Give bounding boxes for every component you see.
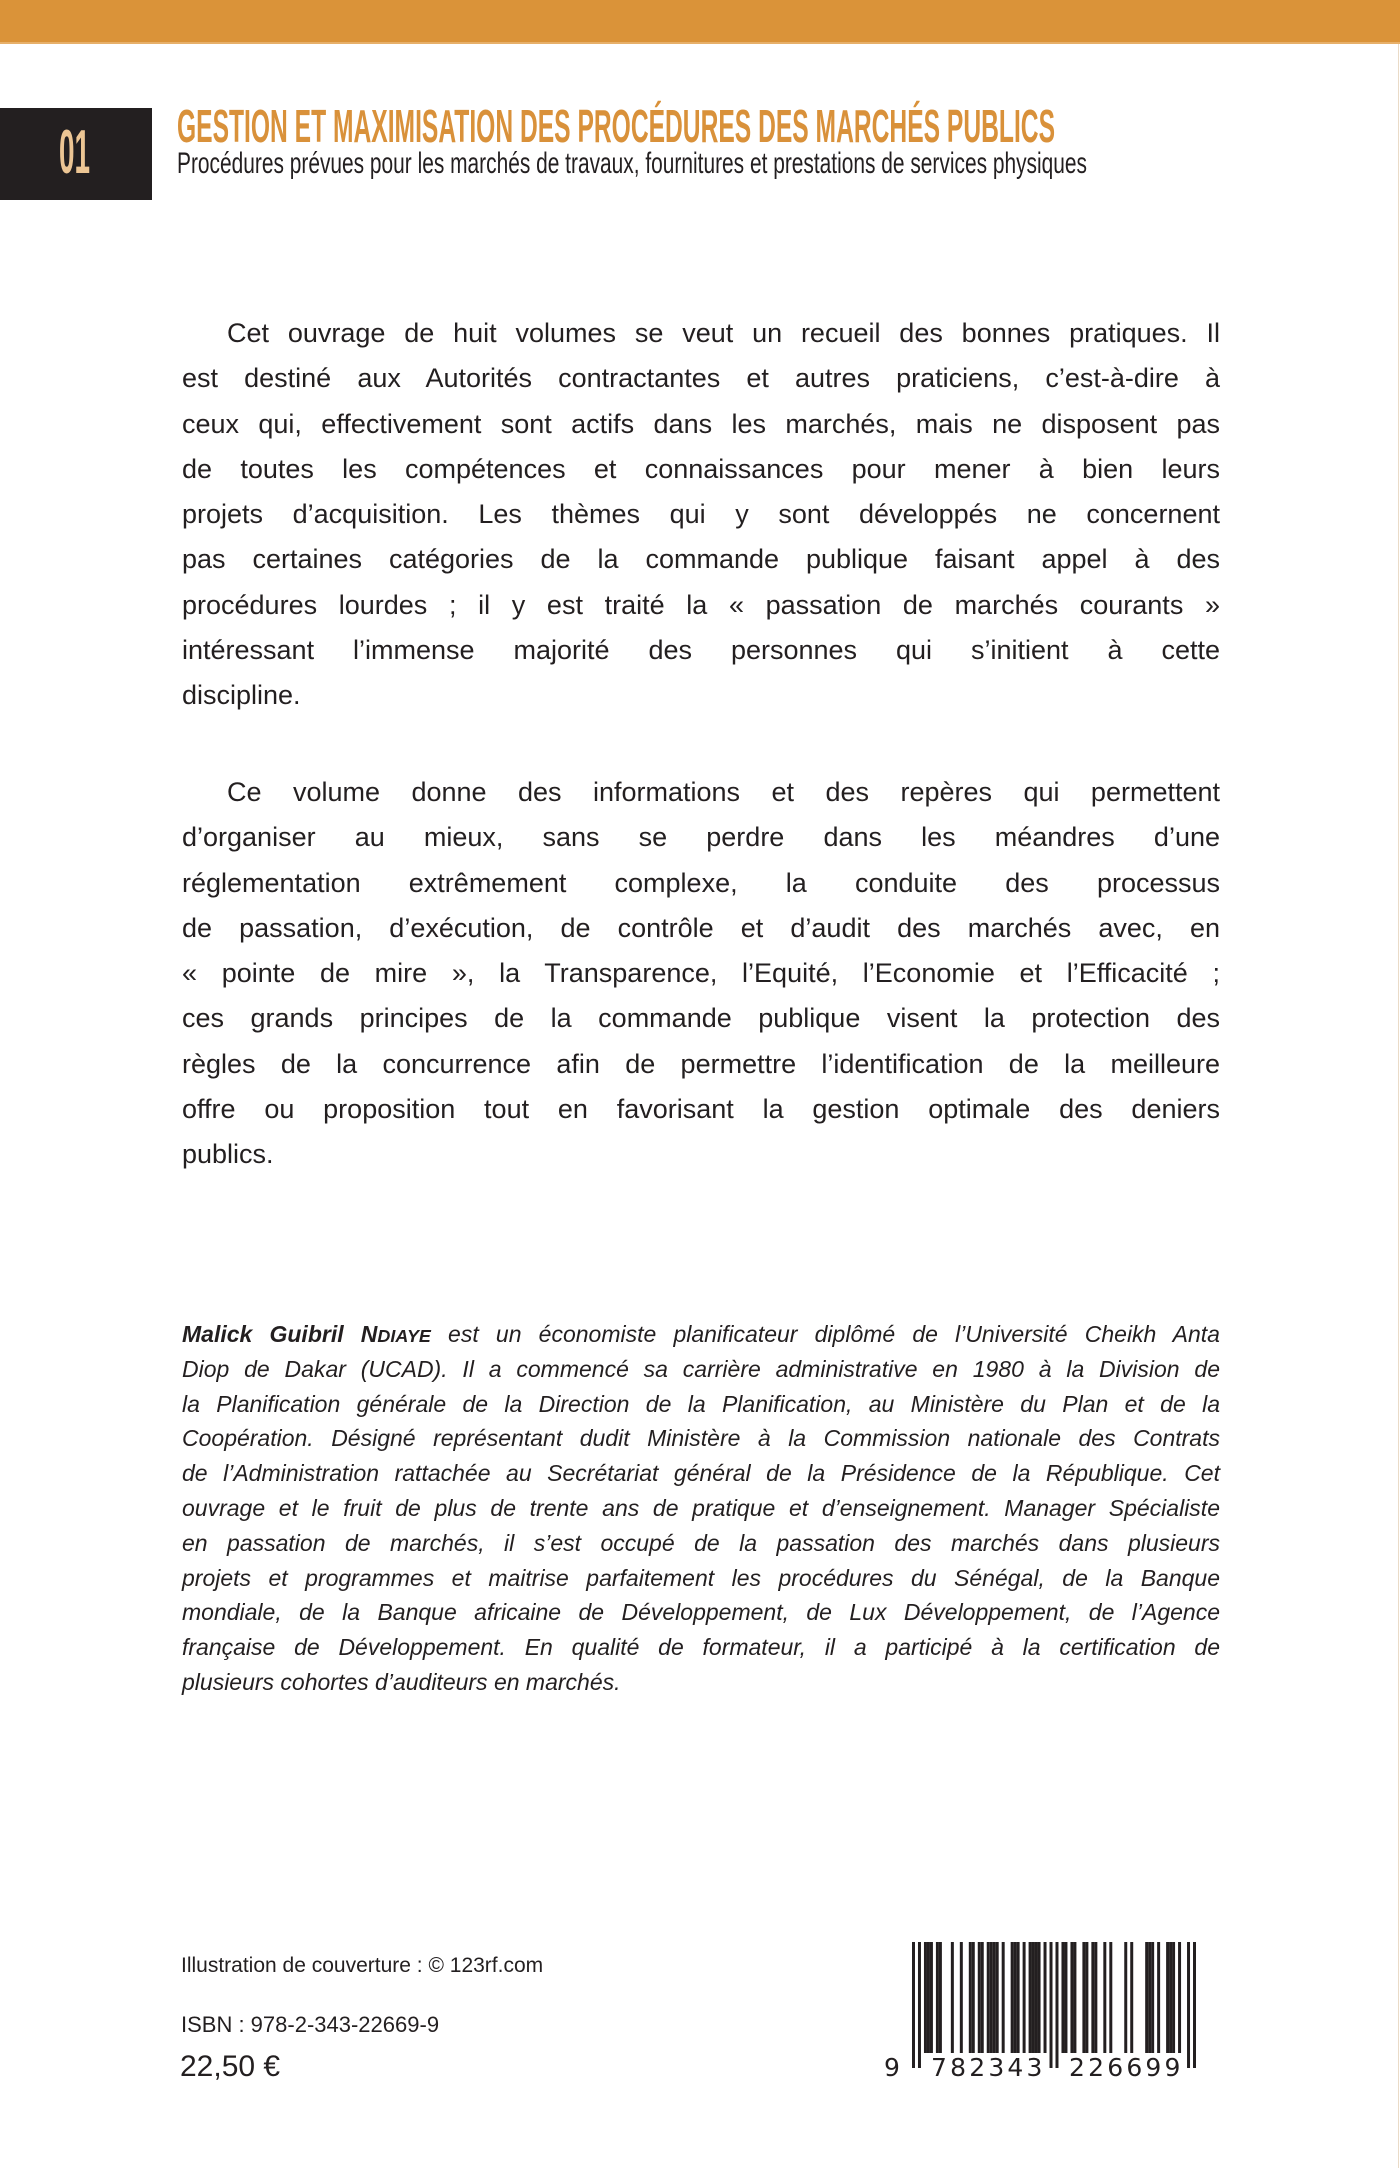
bio-line: de l’Administration rattachée au Secrétariat général de la Présidence de la République. Cet <box>182 1460 1220 1487</box>
barcode-bar <box>996 1942 999 2053</box>
description-paragraph-1 <box>182 311 1220 718</box>
paragraph-line: règles de la concurrence afin de permettre l’identification de la meilleure <box>182 1048 1220 1079</box>
paragraph-line: de passation, d’exécution, de contrôle et d’audit des marchés avec, en <box>182 912 1220 943</box>
paragraph-line: de toutes les compétences et connaissances pour mener à bien leurs <box>182 453 1220 484</box>
barcode-bar <box>978 1942 981 2053</box>
description-paragraph-2 <box>182 770 1220 1177</box>
bio-line: la Planification générale de la Direction de la Planification, au Ministère du Plan et de la <box>182 1390 1220 1417</box>
barcode-bar <box>1109 1942 1112 2053</box>
bio-line: en passation de marchés, il s’est occupé de la passation des marchés dans plusieurs <box>182 1529 1220 1556</box>
barcode-bar <box>1064 1942 1067 2053</box>
barcode-bar <box>924 1942 927 2053</box>
barcode-bar <box>951 1942 954 2053</box>
barcode-bar <box>1082 1942 1085 2053</box>
bio-line: plusieurs cohortes d’auditeurs en marchés. <box>182 1668 621 1695</box>
barcode-left-digits: 782343 <box>931 2053 1046 2082</box>
barcode-bar <box>969 1942 972 2053</box>
author-bio <box>182 1317 1220 1700</box>
barcode-bar <box>1029 1942 1032 2053</box>
barcode-guard-bar <box>1187 1942 1190 2068</box>
barcode-bar <box>1157 1942 1160 2053</box>
bio-line: Coopération. Désigné représentant dudit Ministère à la Commission nationale des Contrats <box>182 1425 1220 1452</box>
barcode-bar <box>1145 1942 1148 2053</box>
barcode <box>912 1942 1196 2068</box>
paragraph-line: publics. <box>182 1139 274 1169</box>
price: 22,50 € <box>180 2050 281 2083</box>
barcode-bar <box>1148 1942 1151 2053</box>
barcode-bar <box>1017 1942 1020 2053</box>
barcode-bar <box>1085 1942 1088 2053</box>
barcode-bar <box>1130 1942 1133 2053</box>
barcode-bar <box>1172 1942 1175 2053</box>
paragraph-line: ceux qui, effectivement sont actifs dans les marchés, mais ne disposent pas <box>182 408 1220 439</box>
barcode-bar <box>1124 1942 1127 2053</box>
barcode-bar <box>1073 1942 1076 2053</box>
cover-illustration-credit: Illustration de couverture : © 123rf.com <box>181 1954 544 1977</box>
barcode-bar <box>990 1942 993 2053</box>
barcode-guard-bar <box>1050 1942 1053 2068</box>
paragraph-line: procédures lourdes ; il y est traité la « passation de marchés courants » <box>182 589 1220 620</box>
barcode-bar <box>1151 1942 1154 2053</box>
barcode-bar <box>960 1942 963 2053</box>
paragraph-line: pas certaines catégories de la commande publique faisant appel à des <box>182 544 1220 575</box>
barcode-first-digit: 9 <box>884 2053 900 2082</box>
volume-number: 01 <box>59 118 90 187</box>
barcode-bar <box>1166 1942 1169 2053</box>
barcode-bars <box>912 1942 1196 2068</box>
author-name: Malick Guibril NDIAYE <box>182 1321 431 1347</box>
barcode-bar <box>927 1942 930 2053</box>
barcode-right-digits: 226699 <box>1069 2053 1184 2082</box>
isbn: ISBN : 978-2-343-22669-9 <box>181 2012 440 2037</box>
barcode-bar <box>930 1942 933 2053</box>
barcode-bar <box>1061 1942 1064 2053</box>
barcode-bar <box>1178 1942 1181 2053</box>
barcode-bar <box>1094 1942 1097 2053</box>
barcode-bar <box>993 1942 996 2053</box>
paragraph-line: réglementation extrêmement complexe, la conduite des processus <box>182 867 1220 898</box>
bio-line: projets et programmes et maitrise parfaitement les procédures du Sénégal, de la Banque <box>182 1564 1220 1591</box>
barcode-bar <box>1091 1942 1094 2053</box>
barcode-bar <box>936 1942 939 2053</box>
paragraph-line: ces grands principes de la commande publique visent la protection des <box>182 1003 1220 1034</box>
paragraph-line: projets d’acquisition. Les thèmes qui y sont développés ne concernent <box>182 499 1220 529</box>
book-title: GESTION ET MAXIMISATION DES PROCÉDURES DES MARCHÉS PUBLICS <box>177 100 1055 152</box>
bio-line: Diop de Dakar (UCAD). Il a commencé sa carrière administrative en 1980 à la Division de <box>182 1355 1220 1382</box>
barcode-bar <box>1014 1942 1017 2053</box>
barcode-bar <box>1032 1942 1035 2053</box>
barcode-bar <box>939 1942 942 2053</box>
page-right-edge <box>1398 44 1399 2168</box>
paragraph-line: offre ou proposition tout en favorisant la gestion optimale des deniers <box>182 1093 1220 1124</box>
barcode-bar <box>1070 1942 1073 2053</box>
barcode-bar <box>1011 1942 1014 2053</box>
barcode-bar <box>1035 1942 1038 2053</box>
top-accent-bar <box>0 0 1400 43</box>
barcode-guard-bar <box>1055 1942 1058 2068</box>
barcode-guard-bar <box>918 1942 921 2068</box>
top-accent-bar-edge <box>0 42 1400 44</box>
paragraph-line: intéressant l’immense majorité des personnes qui s’initient à cette <box>182 634 1220 665</box>
barcode-bar <box>1103 1942 1106 2053</box>
barcode-guard-bar <box>1193 1942 1196 2068</box>
bio-line: française de Développement. En qualité de formateur, il a participé à la certification de <box>182 1634 1220 1661</box>
barcode-guard-bar <box>912 1942 915 2068</box>
paragraph-line: Ce volume donne des informations et des repères qui permettent <box>227 777 1220 807</box>
barcode-bar <box>981 1942 984 2053</box>
bio-line: Malick Guibril NDIAYE est un économiste planificateur diplômé de l’Université Cheikh Anta <box>182 1321 1220 1347</box>
paragraph-line: d’organiser au mieux, sans se perdre dans les méandres d’une <box>182 822 1220 853</box>
barcode-bar <box>1002 1942 1005 2053</box>
barcode-bar <box>987 1942 990 2053</box>
barcode-bar <box>972 1942 975 2053</box>
paragraph-line: est destiné aux Autorités contractantes et autres praticiens, c’est-à-dire à <box>182 363 1220 394</box>
barcode-bar <box>1023 1942 1026 2053</box>
paragraph-line: Cet ouvrage de huit volumes se veut un recueil des bonnes pratiques. Il <box>227 318 1220 348</box>
paragraph-line: « pointe de mire », la Transparence, l’Equité, l’Economie et l’Efficacité ; <box>182 958 1220 988</box>
barcode-bar <box>1169 1942 1172 2053</box>
book-subtitle: Procédures prévues pour les marchés de travaux, fournitures et prestations de services physiques <box>177 147 1087 180</box>
bio-line: mondiale, de la Banque africaine de Développement, de Lux Développement, de l’Agence <box>182 1599 1220 1626</box>
barcode-bar <box>1044 1942 1047 2053</box>
paragraph-line: discipline. <box>182 680 301 710</box>
bio-line: ouvrage et le fruit de plus de trente ans de pratique et d’enseignement. Manager Spécialiste <box>182 1494 1220 1521</box>
barcode-bar <box>1038 1942 1041 2053</box>
